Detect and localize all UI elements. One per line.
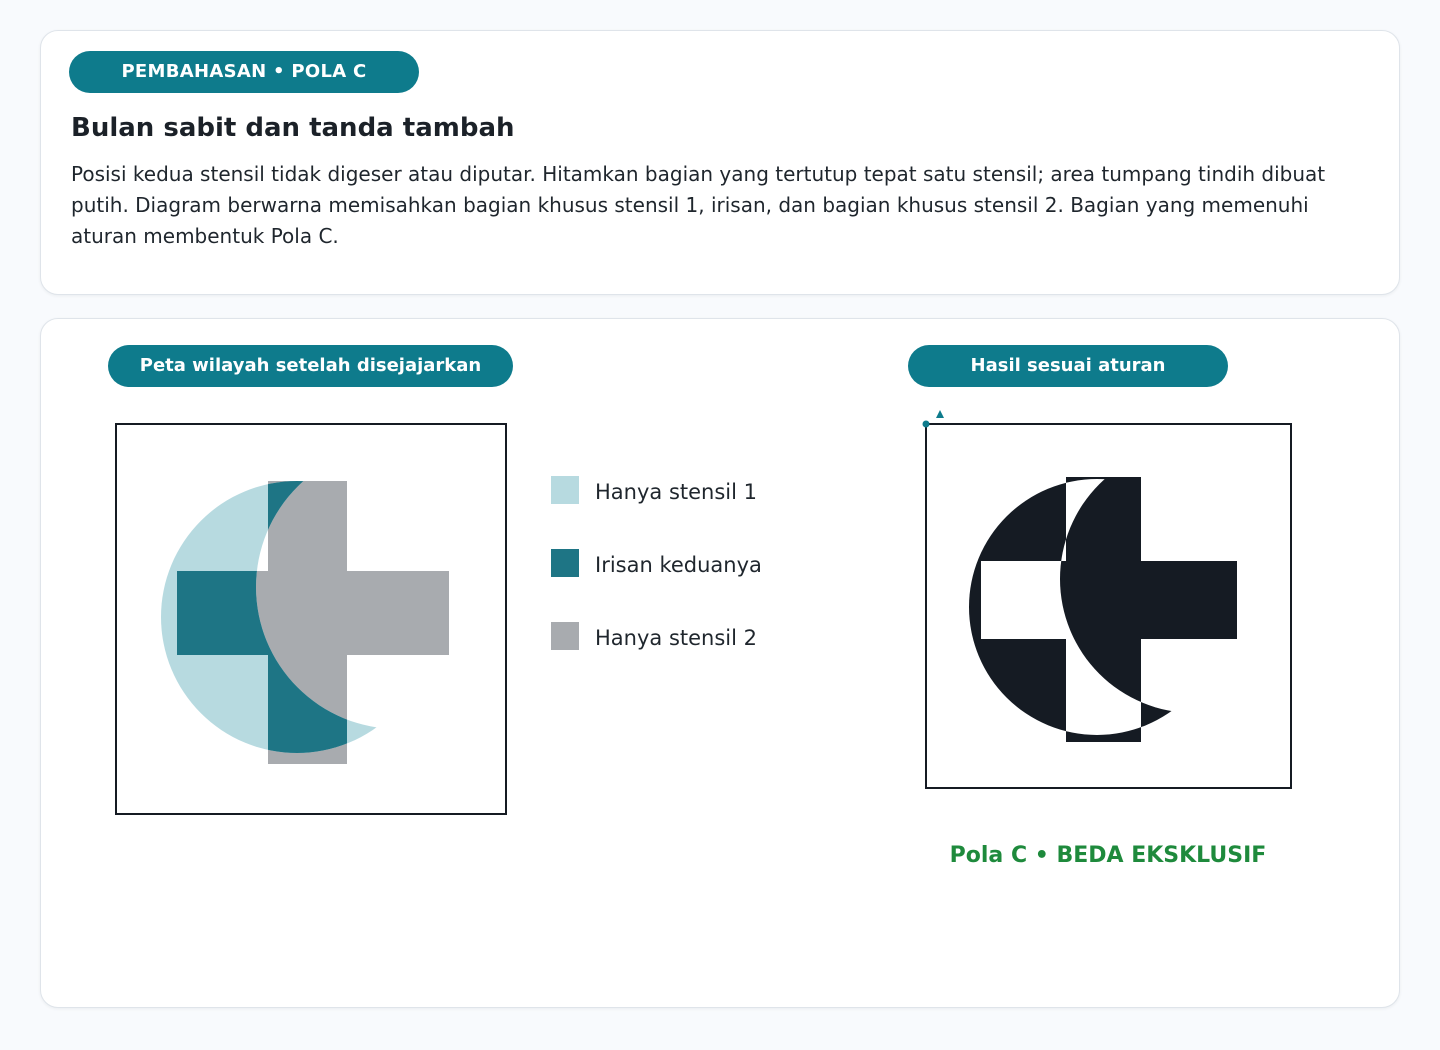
figure-card [40,318,1400,1008]
legend-swatch-stencil-1 [551,476,579,504]
legend-label-intersection: Irisan keduanya [595,553,762,577]
legend-label-stencil-1: Hanya stensil 1 [595,480,757,504]
region-map-diagram [115,423,507,815]
description-text: Posisi kedua stensil tidak digeser atau diputar. Hitamkan bagian yang tertutup tepat satu stensil; area tumpang tindih dibuat putih. Diagram berwarna memisahkan bagian khusus stensil 1, irisan, dan bagian khusus stensil 2. Bagian yang memenuhi aturan membentuk Pola C. [71,162,1326,248]
legend-label-stencil-2: Hanya stensil 2 [595,626,757,650]
intro-card [40,30,1400,295]
section-badge: PEMBAHASAN • POLA C [69,51,419,93]
region-map-label: Peta wilayah setelah disejajarkan [108,345,513,387]
legend-swatch-stencil-2 [551,622,579,650]
result-diagram [919,409,1299,793]
page-title: Bulan sabit dan tanda tambah [71,113,515,143]
result-caption: Pola C • BEDA EKSKLUSIF [949,843,1267,868]
legend-swatch-intersection [551,549,579,577]
result-label: Hasil sesuai aturan [908,345,1228,387]
